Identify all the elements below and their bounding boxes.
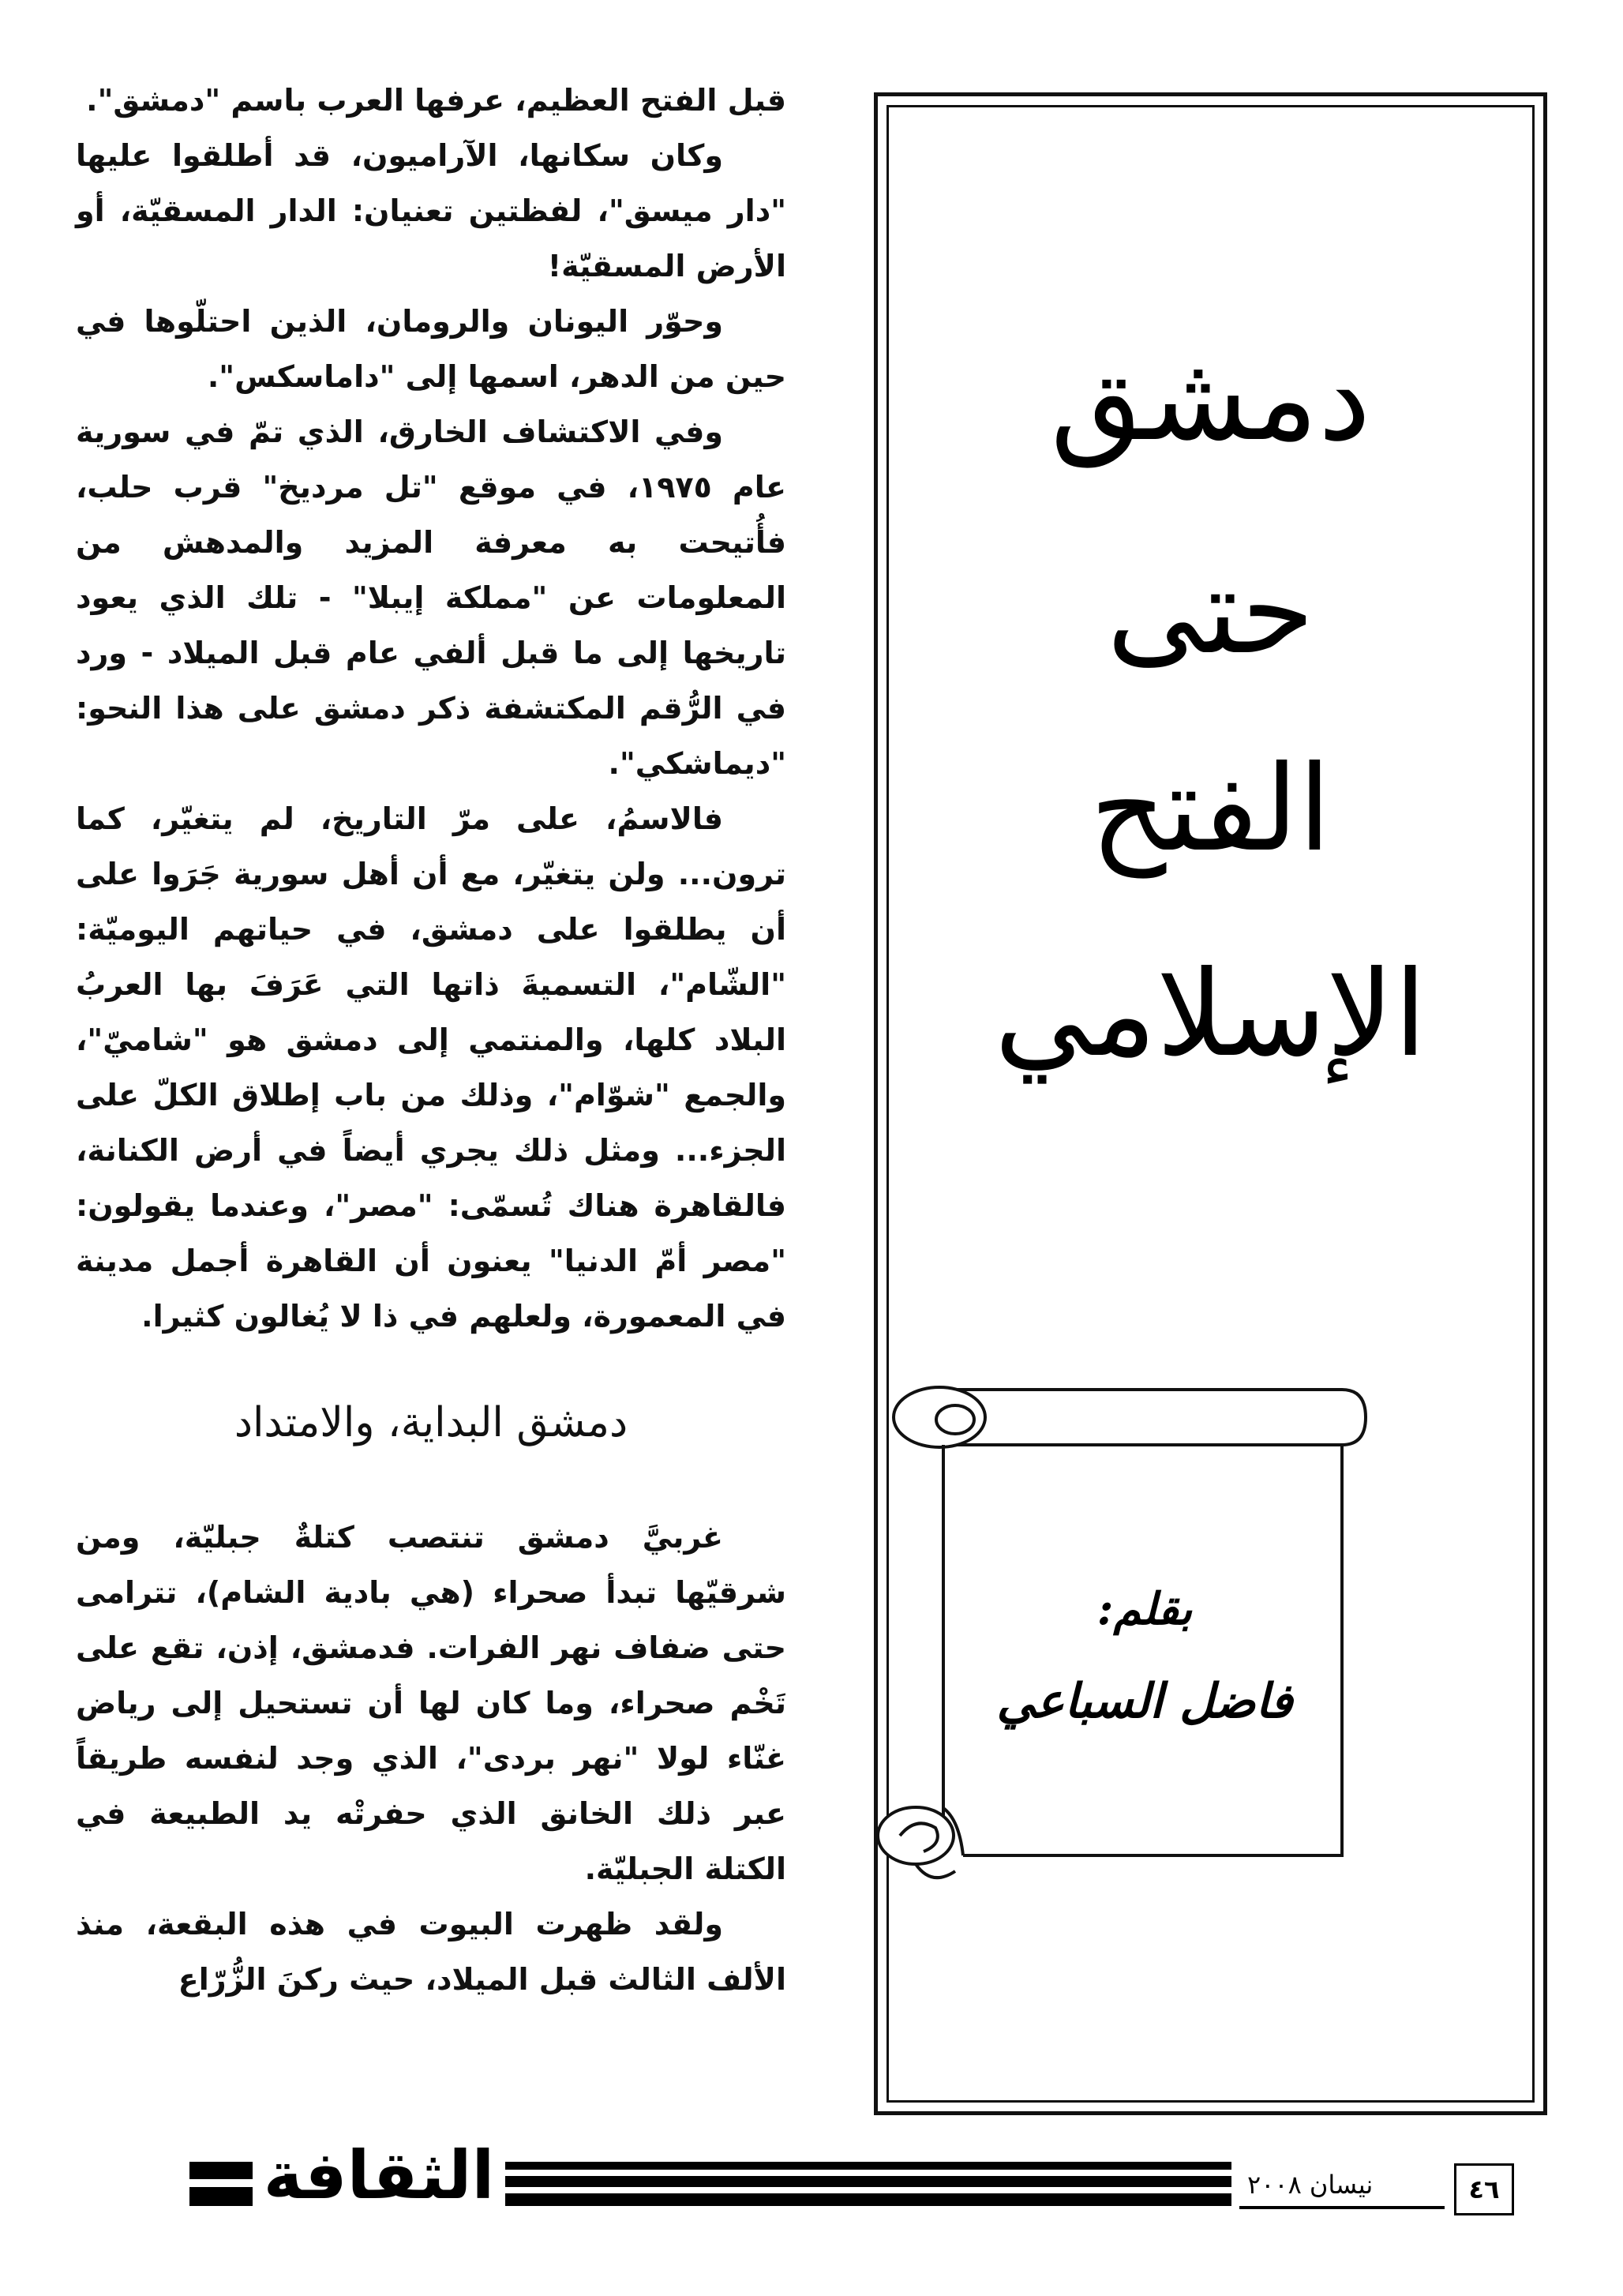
magazine-masthead: الثقافة bbox=[263, 2137, 495, 2214]
title-line-2: حتى bbox=[1106, 543, 1314, 681]
paragraph: وفي الاكتشاف الخارق، الذي تمّ في سورية عام ١٩٧٥، في موقع "تل مرديخ" قرب حلب، فأُتيحت به معرفة المزيد والمدهش من المعلومات عن "مملكة إيبلا" - تلك الذي يعود تاريخها إلى ما قبل ألفي عام قبل الميلاد - ورد في الرُّقم المكتشفة ذكر دمشق على هذا النحو: "ديماشكي". bbox=[76, 415, 787, 781]
page-number: ٤٦ bbox=[1454, 2163, 1514, 2215]
title-line-4: الإسلامي bbox=[994, 946, 1427, 1083]
paragraph: فالاسمُ، على مرّ التاريخ، لم يتغيّر، كما ترون... ولن يتغيّر، مع أن أهل سورية جَرَوا على أن يطلقوا على دمشق، في حياتهم اليوميّة: "الشّام"، التسميةَ ذاتها التي عَرَفَ بها العربُ البلاد كلها، والمنتمي إلى دمشق هو "شاميّ"، والجمع "شوّام"، وذلك من باب إطلاق الكلّ على الجزء... ومثل ذلك يجري أيضاً في أرض الكنانة، فالقاهرة هناك تُسمّى: "مصر"، وعندما يقولون: "مصر أمّ الدنيا" يعنون أن القاهرة أجمل مدينة في المعمورة، ولعلهم في ذا لا يُغالون كثيرا. bbox=[76, 801, 786, 1334]
section-subheading: دمشق البداية، والامتداد bbox=[234, 1399, 628, 1446]
paragraph: وحوّر اليونان والرومان، الذين احتلّوها في حين من الدهر، اسمها إلى "داماسكس". bbox=[76, 304, 786, 394]
title-line-3: الفتح bbox=[1089, 741, 1332, 878]
paragraph: وكان سكانها، الآراميون، قد أطلقوا عليها "دار ميسق"، لفظتين تعنيان: الدار المسقيّة، أو الأرض المسقيّة! bbox=[76, 138, 786, 283]
article-body bbox=[76, 73, 786, 2007]
byline-author: فاضل السباعي bbox=[996, 1674, 1293, 1729]
paragraph: غربيَّ دمشق تنتصب كتلةٌ جبليّة، ومن شرقيّها تبدأ صحراء (هي بادية الشام)، تترامى حتى ضفاف نهر الفرات. فدمشق، إذن، تقع على تَخْم صحراء، وما كان لها أن تستحيل إلى رياض غنّاء لولا "نهر بردى"، الذي وجد لنفسه طريقاً عبر ذلك الخانق الذي حفرتْه يد الطبيعة في الكتلة الجبليّة. bbox=[76, 1520, 786, 1886]
issue-date: نيسان ٢٠٠٨ bbox=[1247, 2170, 1374, 2200]
title-line-1: دمشق bbox=[1050, 330, 1371, 467]
paragraph: ولقد ظهرت البيوت في هذه البقعة، منذ الألف الثالث قبل الميلاد، حيث ركنَ الزُّرّاع bbox=[76, 1907, 786, 1997]
paragraph: قبل الفتح العظيم، عرفها العرب باسم "دمشق". bbox=[86, 83, 786, 118]
byline-label: بقلم: bbox=[1096, 1583, 1193, 1635]
footer-rule bbox=[0, 2132, 1623, 2242]
